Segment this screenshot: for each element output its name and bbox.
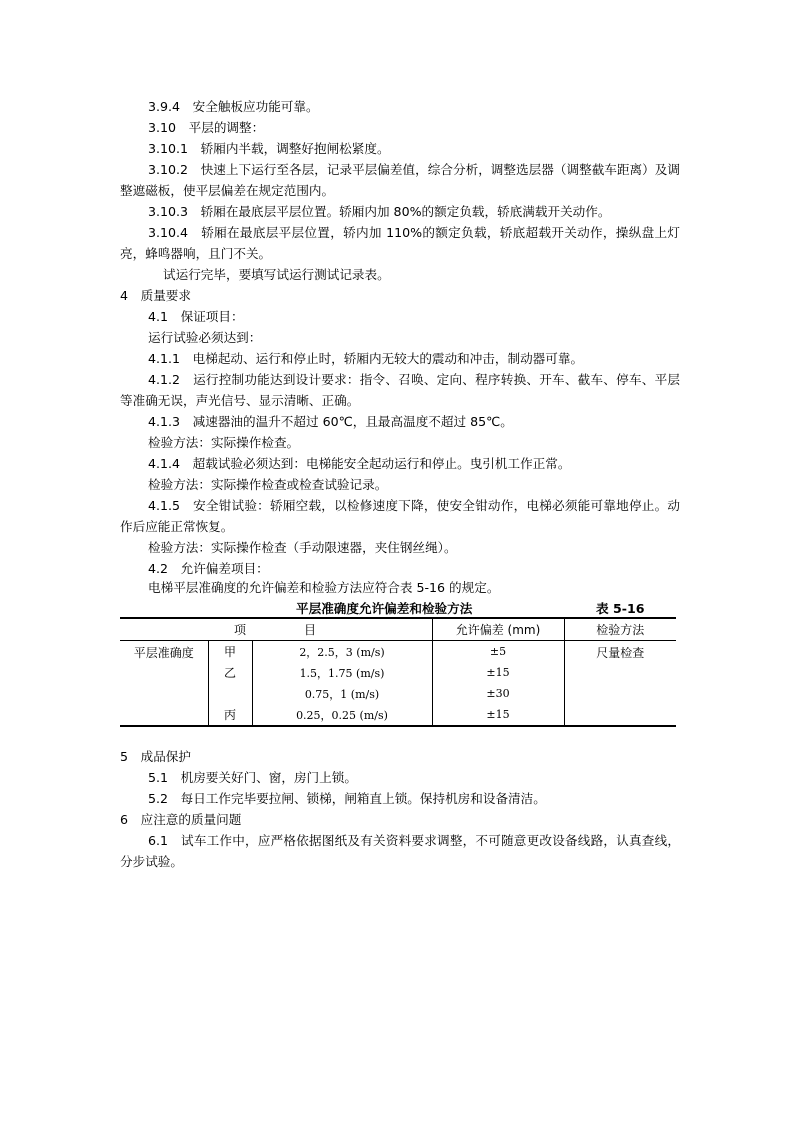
section-4-title: 4 质量要求 bbox=[120, 288, 191, 303]
section-5-title: 5 成品保护 bbox=[120, 749, 191, 764]
check-method-3: 检验方法：实际操作检查（手动限速器，夹住钢丝绳）。 bbox=[148, 540, 457, 555]
row-label: 平层准确度 bbox=[133, 646, 194, 660]
clause-4-1-4: 4.1.4 超载试验必须达到：电梯能安全起动运行和停止。曳引机工作正常。 bbox=[148, 456, 571, 471]
clause-6-1: 6.1 试车工作中，应严格依据图纸及有关资料要求调整，不可随意更改设备线路，认真查线，分步试验。 bbox=[120, 833, 680, 869]
clause-4-1-5: 4.1.5 安全钳试验：轿厢空载，以检修速度下降，使安全钳动作，电梯必须能可靠地停止。动作后应能正常恢复。 bbox=[120, 498, 680, 534]
clause-4-1: 4.1 保证项目： bbox=[148, 309, 244, 324]
tolerance-table bbox=[120, 617, 676, 727]
table-title: 平层准确度允许偏差和检验方法 bbox=[296, 601, 473, 616]
speed-cell: 0.75，1 (m/s) bbox=[252, 683, 432, 704]
header-method: 检验方法 bbox=[564, 618, 676, 641]
check-method-2: 检验方法：实际操作检查或检查试验记录。 bbox=[148, 477, 388, 492]
table-number: 表 5-16 bbox=[596, 601, 645, 616]
deviation-cell: ±15 bbox=[432, 662, 564, 683]
header-item-a: 项 bbox=[233, 623, 246, 637]
clause-4-1-intro: 运行试验必须达到： bbox=[148, 330, 262, 345]
header-item-b: 目 bbox=[304, 623, 317, 637]
deviation-cell: ±5 bbox=[432, 641, 564, 663]
grade-cell: 甲 bbox=[208, 641, 252, 663]
clause-3-10-2: 3.10.2 快速上下运行至各层，记录平层偏差值，综合分析，调整选层器（调整截车距离）及调整遮磁板，使平层偏差在规定范围内。 bbox=[120, 162, 680, 198]
clause-3-10-1: 3.10.1 轿厢内半载，调整好抱闸松紧度。 bbox=[148, 141, 390, 156]
clause-4-1-2: 4.1.2 运行控制功能达到设计要求：指令、召唤、定向、程序转换、开车、截车、停车、平层等准确无误，声光信号、显示清晰、正确。 bbox=[120, 372, 680, 408]
clause-4-1-3: 4.1.3 减速器油的温升不超过 60℃，且最高温度不超过 85℃。 bbox=[148, 414, 513, 429]
trial-record-note: 试运行完毕，要填写试运行测试记录表。 bbox=[163, 267, 390, 282]
clause-4-2: 4.2 允许偏差项目： bbox=[148, 561, 269, 576]
speed-cell: 0.25，0.25 (m/s) bbox=[252, 704, 432, 726]
clause-3-9-4: 3.9.4 安全触板应功能可靠。 bbox=[148, 99, 319, 114]
speed-cell: 2，2.5，3 (m/s) bbox=[252, 641, 432, 663]
clause-3-10-3: 3.10.3 轿厢在最底层平层位置。轿厢内加 80%的额定负载，轿底满载开关动作。 bbox=[148, 204, 611, 219]
table-row bbox=[120, 641, 676, 663]
table-header-row bbox=[120, 618, 676, 641]
section-6-title: 6 应注意的质量问题 bbox=[120, 812, 242, 827]
grade-cell: 丙 bbox=[208, 704, 252, 726]
clause-5-2: 5.2 每日工作完毕要拉闸、锁梯，闸箱直上锁。保持机房和设备清洁。 bbox=[148, 791, 546, 806]
clause-4-2-intro: 电梯平层准确度的允许偏差和检验方法应符合表 5-16 的规定。 bbox=[148, 580, 500, 595]
deviation-cell: ±30 bbox=[432, 683, 564, 704]
clause-4-1-1: 4.1.1 电梯起动、运行和停止时，轿厢内无较大的震动和冲击，制动器可靠。 bbox=[148, 351, 584, 366]
header-deviation: 允许偏差 (mm) bbox=[432, 618, 564, 641]
clause-5-1: 5.1 机房要关好门、窗，房门上锁。 bbox=[148, 770, 357, 785]
clause-3-10: 3.10 平层的调整： bbox=[148, 120, 265, 135]
speed-cell: 1.5，1.75 (m/s) bbox=[252, 662, 432, 683]
deviation-cell: ±15 bbox=[432, 704, 564, 726]
method-cell: 尺量检查 bbox=[564, 641, 676, 727]
grade-cell: 乙 bbox=[208, 662, 252, 683]
clause-3-10-4: 3.10.4 轿厢在最底层平层位置，轿内加 110%的额定负载，轿底超载开关动作，操纵盘上灯亮，蜂鸣器响，且门不关。 bbox=[120, 225, 680, 261]
check-method-1: 检验方法：实际操作检查。 bbox=[148, 435, 300, 450]
grade-cell bbox=[208, 683, 252, 704]
